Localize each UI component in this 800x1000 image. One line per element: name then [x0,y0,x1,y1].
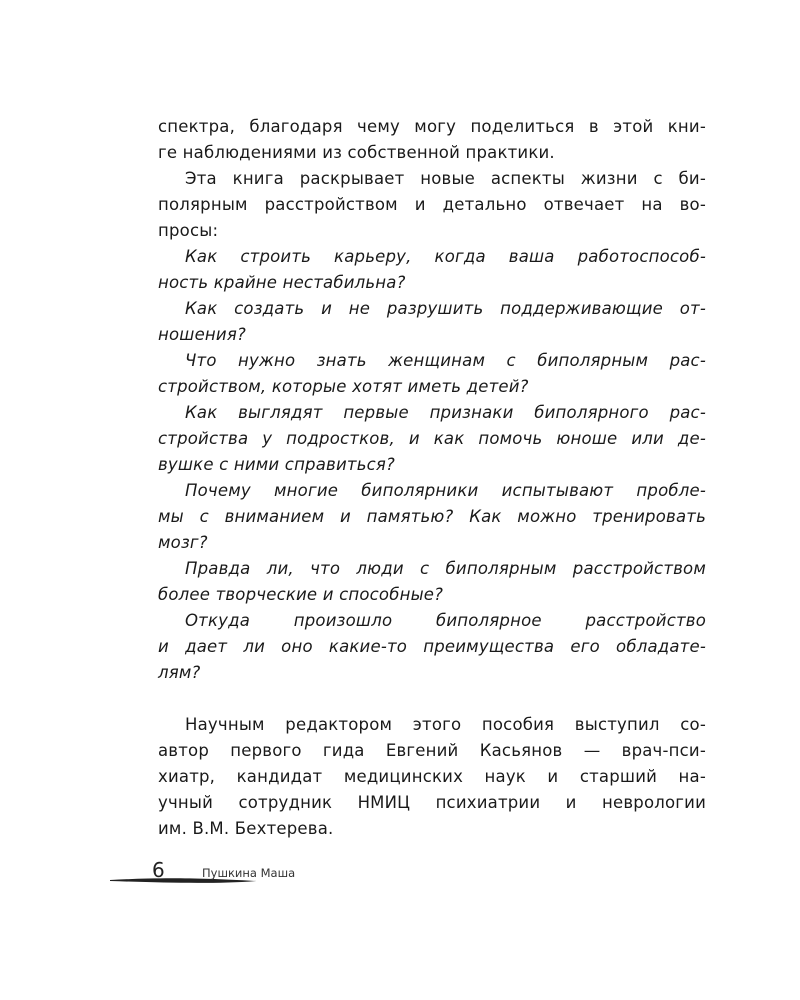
text-line: спектра, благодаря чему могу поделиться в этой кни- [158,117,706,136]
text-line: Научным редактором этого пособия выступил со- [185,715,706,734]
question-text-line: стройством, которые хотят иметь детей? [158,377,529,396]
page-body-text [158,114,706,842]
page-footer [108,858,368,898]
question-text-line: вушке с ними справиться? [158,455,395,474]
question-text-line: лям? [158,663,201,682]
question-text-line: ношения? [158,325,246,344]
text-line: полярным расстройством и детально отвечает на во- [158,195,706,214]
text-line: им. В.М. Бехтерева. [158,819,334,838]
text-line: просы: [158,221,219,240]
question-text-line: Откуда произошло биполярное расстройство [185,611,706,630]
question-text-line: Правда ли, что люди с биполярным расстройством [185,559,706,578]
text-line: хиатр, кандидат медицинских наук и старший на- [158,767,706,786]
running-footer-author: Пушкина Маша [202,866,296,880]
question-text-line: мы с вниманием и памятью? Как можно тренировать [158,507,706,526]
paragraph-gap [158,686,706,712]
question-text-line: Как создать и не разрушить поддерживающие от- [185,299,706,318]
page-number: 6 [152,858,165,882]
question-text-line: Что нужно знать женщинам с биполярным рас- [185,351,706,370]
question-text-line: и дает ли оно какие-то преимущества его обладате- [158,637,706,656]
question-text-line: Как выглядят первые признаки биполярного рас- [185,403,706,422]
text-line: ге наблюдениями из собственной практики. [158,143,555,162]
question-text-line: более творческие и способные? [158,585,444,604]
text-line: автор первого гида Евгений Касьянов — врач-пси- [158,741,706,760]
question-text-line: Как строить карьеру, когда ваша работоспособ- [185,247,706,266]
text-line: учный сотрудник НМИЦ психиатрии и неврологии [158,793,706,812]
question-text-line: Почему многие биполярники испытывают пробле- [185,481,706,500]
question-text-line: мозг? [158,533,208,552]
text-line: Эта книга раскрывает новые аспекты жизни с би- [185,169,706,188]
question-text-line: стройства у подростков, и как помочь юноше или де- [158,429,706,448]
question-text-line: ность крайне нестабильна? [158,273,406,292]
